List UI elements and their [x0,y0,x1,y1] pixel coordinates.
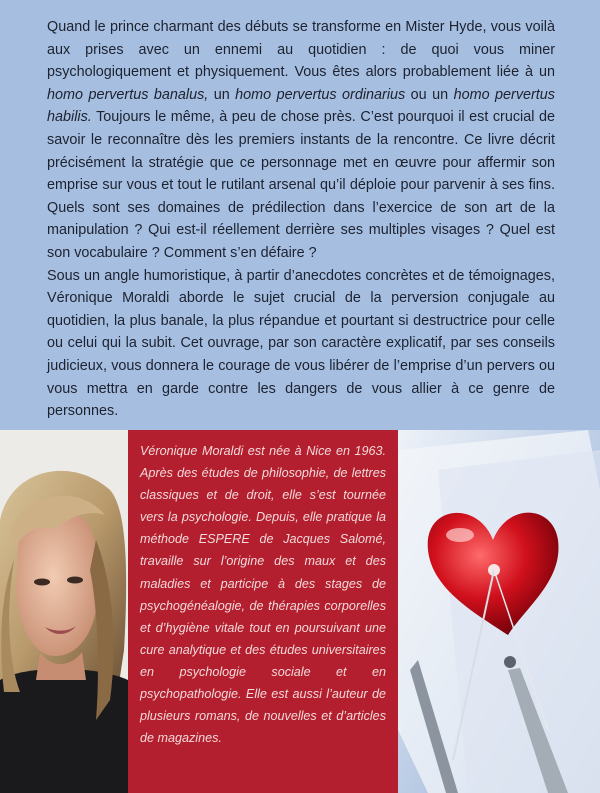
blurb-text [47,16,555,423]
blurb-paragraph-2: Sous un angle humoristique, à partir d’anecdotes concrètes et de témoignages, Véronique Moraldi aborde le sujet crucial de la perversion conjugale au quotidien, la plus banale, la plus répandue et pourtant si destructrice pour celle ou celui qui la subit. Cet ouvrage, par son caractère explicatif, par ses conseils judicieux, vous donnera le courage de vous libérer de l’emprise d’un pervers ou vous mettra en garde contre les dangers de vous allier à ce genre de personnes. [47,267,555,420]
author-portrait-image [0,430,128,793]
author-bio-text: Véronique Moraldi est née à Nice en 1963. Après des études de philosophie, de lettres classiques et de droit, elle s’est tournée vers la psychologie. Depuis, elle pratique la méthode ESPERE de Jacques Salomé, travaille sur l’origine des maux et des maladies et participe à des stages de psychogénéalogie, de thérapies corporelles et d’hygiène vitale tout en poursuivant une cure analytique et des études universitaires en psychologie sociale et en psychopathologie. Elle est aussi l’auteur de plusieurs romans, de nouvelles et d’articles de magazines. [140,444,386,746]
blurb-paragraph-1 [47,16,555,265]
heart-on-paper-image [398,430,600,793]
italic-term: homo pervertus habilis. [47,86,556,126]
author-portrait [0,430,128,793]
text-run: Quand le prince charmant des débuts se transforme en Mister Hyde, vous voilà aux prises avec un ennemi au quotidien : de quoi vous miner psychologiquement et physiquement. Vous êtes alors probablement liée à un [47,19,555,81]
text-run: ou un [405,86,454,103]
italic-term: homo pervertus banalus, [47,86,209,103]
italic-term: homo pervertus ordinarius [235,86,406,103]
author-section [0,430,600,793]
author-bio-panel [128,430,398,793]
text-run: Toujours le même, à peu de chose près. C’est pourquoi il est crucial de savoir le reconnaître dès les premiers instants de la rencontre. Ce livre décrit précisément la stratégie que ce personnage met en œuvre pour affermir son emprise sur vous et tout le rutilant arsenal qu’il déploie pour parvenir à ses fins. Quels sont ses domaines de prédilection dans l’exercice de son art de la manipulation ? Qui est-il réellement derrière ses multiples visages ? Quel est son vocabulaire ? Comment s’en défaire ? [47,109,555,261]
heart-photo [398,430,600,793]
text-run: un [208,86,236,103]
